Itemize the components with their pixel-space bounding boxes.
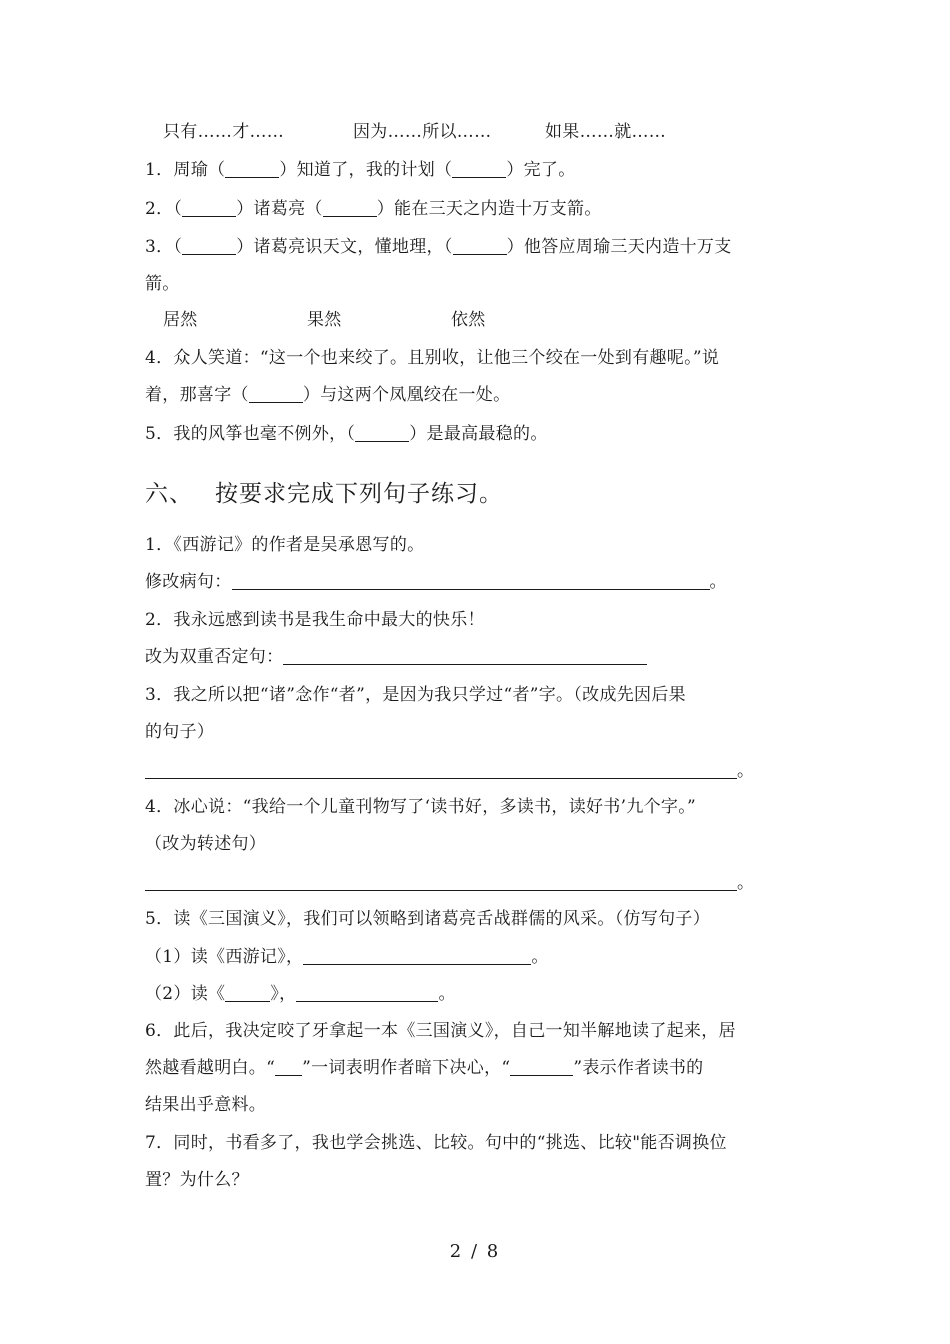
word-bank-2 [163, 308, 486, 332]
exercise-1: 1．《西游记》的作者是吴承恩写的。 [145, 535, 425, 555]
exercise-4: 4．冰心说：“我给一个儿童刊物写了‘读书好，多读书，读好书’九个字。” [145, 797, 697, 817]
section-title: 按要求完成下列句子练习。 [215, 481, 503, 507]
page-number: 2 / 8 [449, 1241, 501, 1262]
exercise-6-cont-2: 结果出乎意料。 [145, 1095, 267, 1115]
word-option: 只有……才…… [163, 122, 285, 142]
answer-line[interactable] [303, 947, 531, 965]
word-option: 居然 [163, 310, 198, 330]
question-4: 4．众人笑道：“这一个也来绞了。且别收，让他三个绞在一处到有趣呢。”说 [145, 348, 720, 368]
answer-line[interactable] [283, 647, 647, 665]
question-4-cont: 着，那喜字（ ）与这两个凤凰绞在一处。 [145, 385, 511, 405]
word-bank-1 [163, 120, 666, 144]
question-1: 1．周瑜（ ）知道了，我的计划（ ）完了。 [145, 160, 576, 180]
section-number: 六、 [145, 481, 193, 507]
exercise-5-sub-2: （2）读《 》， 。 [145, 984, 456, 1004]
exercise-7: 7．同时，书看多了，我也学会挑选、比较。句中的“挑选、比较"能否调换位 [145, 1133, 727, 1153]
exercise-4-answer: 。 [145, 871, 754, 895]
answer-blank[interactable] [275, 1058, 302, 1076]
answer-blank[interactable] [452, 160, 506, 178]
answer-line[interactable] [145, 873, 737, 891]
question-3-cont: 箭。 [145, 274, 180, 294]
answer-blank[interactable] [249, 385, 303, 403]
answer-blank[interactable] [182, 237, 236, 255]
exercise-5-sub-1: （1）读《西游记》， 。 [145, 947, 549, 967]
exercise-6: 6．此后，我决定咬了牙拿起一本《三国演义》，自己一知半解地读了起来，居 [145, 1021, 736, 1041]
exercise-3-cont: 的句子） [145, 722, 215, 742]
exercise-4-cont: （改为转述句） [145, 834, 267, 854]
answer-line[interactable] [296, 984, 438, 1002]
answer-line[interactable] [232, 572, 710, 590]
word-option: 依然 [451, 310, 486, 330]
exercise-7-cont: 置？为什么？ [145, 1170, 249, 1190]
answer-blank[interactable] [323, 199, 377, 217]
answer-line[interactable] [145, 761, 737, 779]
answer-blank[interactable] [355, 424, 409, 442]
answer-blank[interactable] [182, 199, 236, 217]
exercise-3: 3．我之所以把“诸”念作“者”，是因为我只学过“者”字。（改成先因后果 [145, 685, 686, 705]
question-3: 3．（ ）诸葛亮识天文，懂地理，（ ）他答应周瑜三天内造十万支 [145, 237, 732, 257]
exercise-1-answer: 修改病句： 。 [145, 572, 727, 592]
exercise-3-answer: 。 [145, 759, 754, 783]
section-heading [145, 478, 503, 510]
exercise-2-answer: 改为双重否定句： [145, 645, 647, 669]
exercise-2: 2．我永远感到读书是我生命中最大的快乐！ [145, 610, 485, 630]
answer-blank[interactable] [510, 1058, 573, 1076]
answer-blank[interactable] [225, 160, 279, 178]
answer-blank[interactable] [453, 237, 507, 255]
exercise-5: 5．读《三国演义》，我们可以领略到诸葛亮舌战群儒的风采。（仿写句子） [145, 909, 711, 929]
exercise-6-cont: 然越看越明白。“ ”一词表明作者暗下决心，“ ”表示作者读书的 [145, 1058, 704, 1078]
question-2: 2．（ ）诸葛亮（ ）能在三天之内造十万支箭。 [145, 199, 602, 219]
answer-blank[interactable] [225, 984, 270, 1002]
word-option: 果然 [307, 310, 342, 330]
question-5: 5．我的风筝也毫不例外，（ ）是最高最稳的。 [145, 424, 548, 444]
word-option: 如果……就…… [545, 122, 667, 142]
word-option: 因为……所以…… [353, 122, 492, 142]
